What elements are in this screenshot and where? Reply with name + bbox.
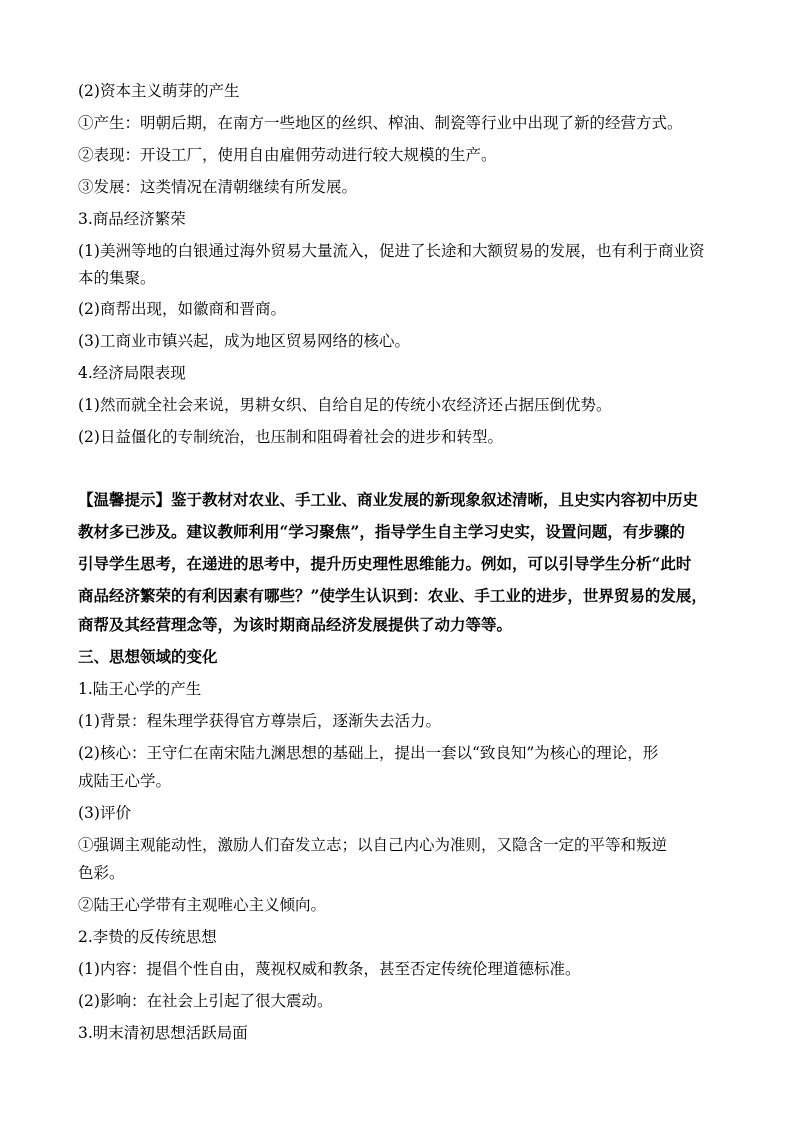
section-heading: 3.商品经济繁荣 — [78, 210, 186, 228]
paragraph-line: (2)日益僵化的专制统治，也压制和阻碍着社会的进步和转型。 — [78, 428, 503, 446]
paragraph-line: ③发展：这类情况在清朝继续有所发展。 — [78, 178, 358, 196]
subsection-heading: 1.陆王心学的产生 — [78, 680, 202, 698]
paragraph-line: (3)评价 — [78, 804, 131, 822]
tip-line: 商品经济繁荣的有利因素有哪些？”使学生认识到：农业、手工业的进步，世界贸易的发展， — [78, 586, 707, 605]
paragraph-line: (2)核心：王守仁在南宋陆九渊思想的基础上，提出一套以“致良知”为核心的理论，形 — [78, 744, 659, 762]
paragraph-line: (1)美洲等地的白银通过海外贸易大量流入，促进了长途和大额贸易的发展，也有利于商业资 — [78, 242, 705, 260]
section-heading: 4.经济局限表现 — [78, 364, 186, 382]
paragraph-line: 本的集聚。 — [78, 269, 156, 287]
section-heading: 三、思想领域的变化 — [78, 647, 218, 666]
paragraph-line: (1)然而就全社会来说，男耕女织、自给自足的传统小农经济还占据压倒优势。 — [78, 396, 612, 414]
paragraph-line: (1)背景：程朱理学获得官方尊崇后，逐渐失去活力。 — [78, 712, 441, 730]
paragraph-line: ②陆王心学带有主观唯心主义倾向。 — [78, 896, 327, 914]
paragraph-line: ①产生：明朝后期，在南方一些地区的丝织、榨油、制瓷等行业中出现了新的经营方式。 — [78, 114, 683, 132]
paragraph-line: 成陆王心学。 — [78, 772, 172, 790]
paragraph-line: (1)内容：提倡个性自由，蔑视权威和教条，甚至否定传统伦理道德标准。 — [78, 960, 581, 978]
paragraph-line: (2)商帮出现，如徽商和晋商。 — [78, 300, 286, 318]
paragraph-line: (3)工商业市镇兴起，成为地区贸易网络的核心。 — [78, 332, 410, 350]
paragraph-line: (2)影响：在社会上引起了很大震动。 — [78, 992, 333, 1010]
subsection-heading: (2)资本主义萌芽的产生 — [78, 82, 240, 100]
tip-line: 商帮及其经营理念等，为该时期商品经济发展提供了动力等等。 — [78, 615, 513, 634]
tip-line: 引导学生思考，在递进的思考中，提升历史理性思维能力。例如，可以引导学生分析“此时 — [78, 554, 692, 573]
tip-line: 教材多已涉及。建议教师利用“学习聚焦”，指导学生自主学习史实，设置问题，有步骤的 — [78, 522, 685, 541]
tip-line: 【温馨提示】鉴于教材对农业、手工业、商业发展的新现象叙述清晰，且史实内容初中历史 — [78, 490, 699, 509]
paragraph-line: ②表现：开设工厂，使用自由雇佣劳动进行较大规模的生产。 — [78, 146, 497, 164]
section-heading: 2.李贽的反传统思想 — [78, 928, 217, 946]
paragraph-line: 色彩。 — [78, 864, 125, 882]
paragraph-line: ①强调主观能动性，激励人们奋发立志；以自己内心为准则，又隐含一定的平等和叛逆 — [78, 836, 668, 854]
section-heading: 3.明末清初思想活跃局面 — [78, 1024, 248, 1042]
